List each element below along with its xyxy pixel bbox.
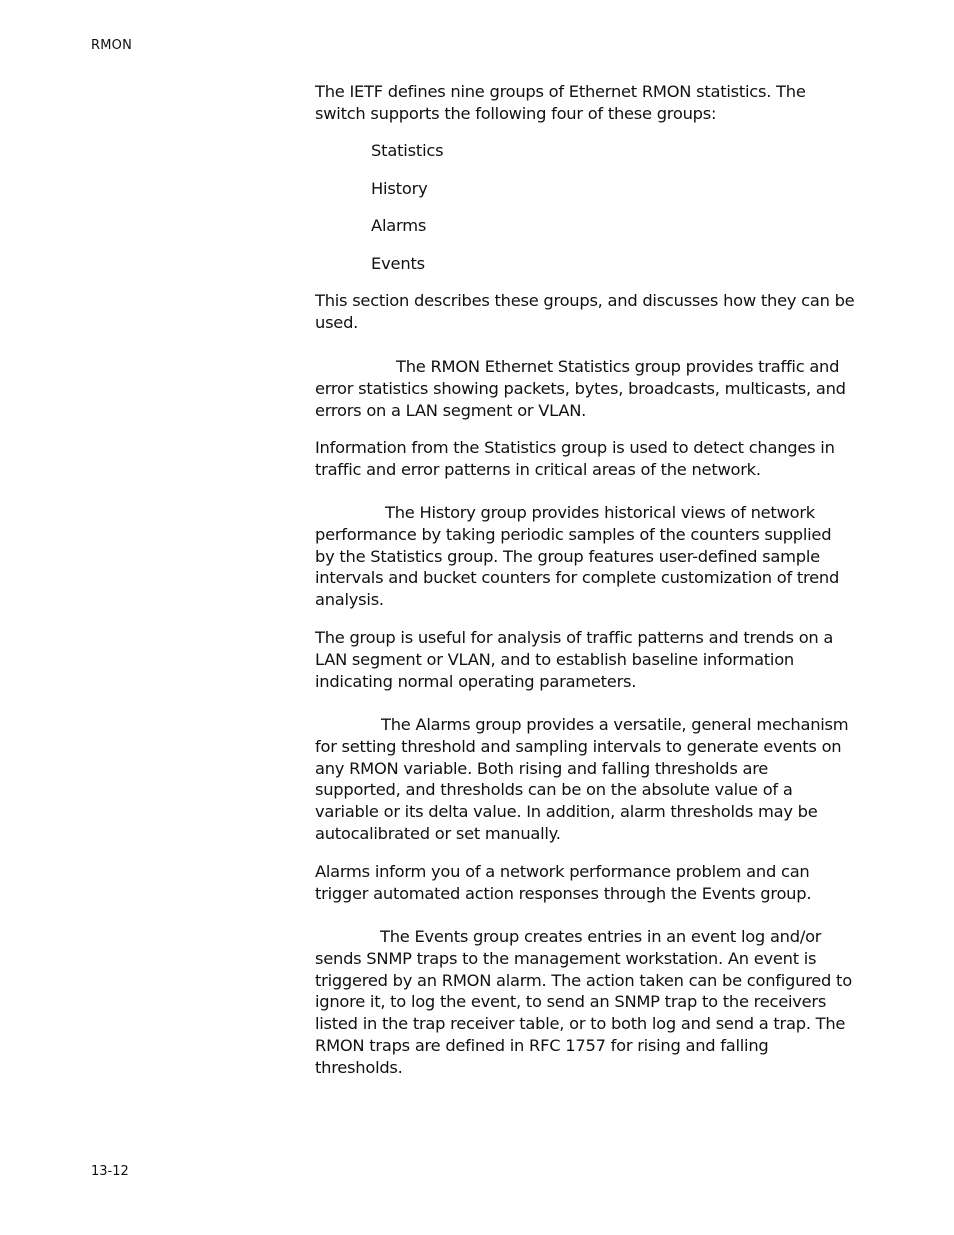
page-number: 13-12 [91,1164,129,1179]
group-list-item-history: History [371,179,428,198]
group-list-item-statistics: Statistics [371,141,444,160]
history-paragraph: The History group provides historical views of network performance by taking periodic samples of the counters supplied by the Statistics group. The group features user-defined sample intervals and bucket counters for complete customization of trend analysis. [315,503,840,610]
statistics-paragraph: The RMON Ethernet Statistics group provides traffic and error statistics showing packets, bytes, broadcasts, multicasts, and errors on a LAN segment or VLAN. [315,357,846,420]
events-paragraph: The Events group creates entries in an event log and/or sends SNMP traps to the management workstation. An event is triggered by an RMON alarm. The action taken can be configured to ignore it, to log the event, to send an SNMP trap to the receivers listed in the trap receiver table, or to both log and send a trap. The RMON traps are defined in RFC 1757 for rising and falling thresholds. [315,927,852,1077]
running-header: RMON [91,38,133,53]
group-list-item-events: Events [371,254,425,273]
section-note-paragraph: This section describes these groups, and discusses how they can be used. [315,291,855,332]
group-list-item-alarms: Alarms [371,216,427,235]
statistics-usage-paragraph: Information from the Statistics group is used to detect changes in traffic and error patterns in critical areas of the network. [315,438,835,479]
history-usage-paragraph: The group is useful for analysis of traffic patterns and trends on a LAN segment or VLAN, and to establish baseline information indicating normal operating parameters. [315,628,834,691]
alarms-usage-paragraph: Alarms inform you of a network performance problem and can trigger automated action responses through the Events group. [315,862,812,903]
intro-paragraph: The IETF defines nine groups of Ethernet RMON statistics. The switch supports the following four of these groups: [315,82,806,123]
alarms-paragraph: The Alarms group provides a versatile, general mechanism for setting threshold and sampling intervals to generate events on any RMON variable. Both rising and falling thresholds are supported, and thresholds can be on the absolute value of a variable or its delta value. In addition, alarm thresholds may be autocalibrated or set manually. [315,715,849,843]
